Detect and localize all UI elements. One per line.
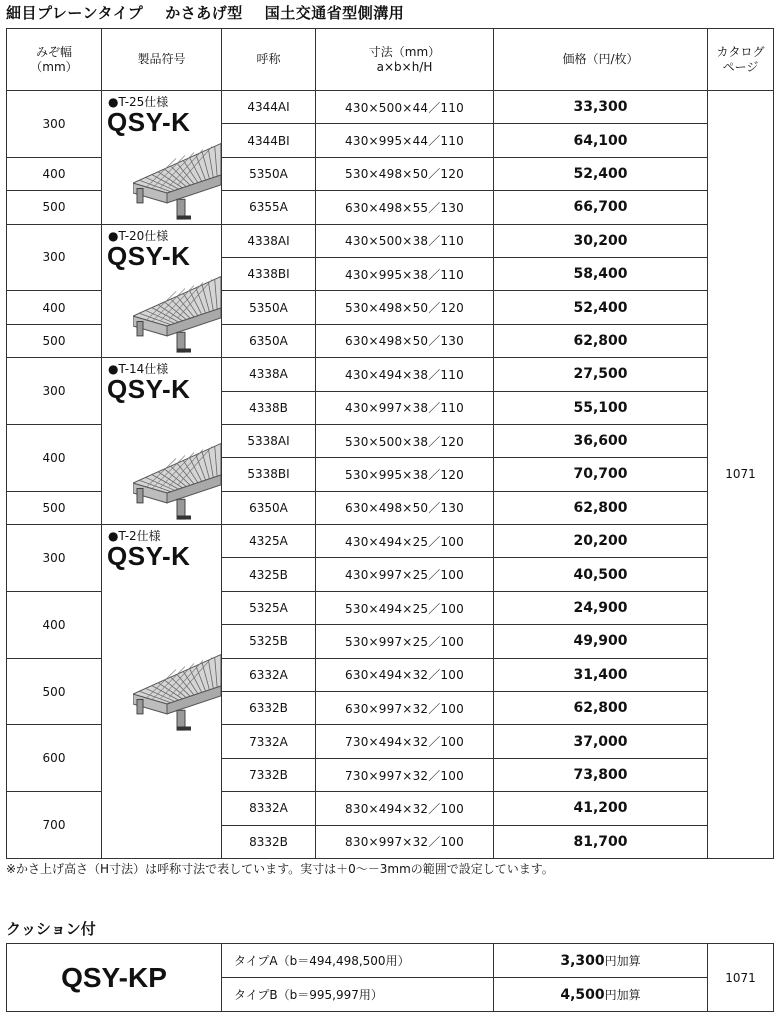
width-cell: 400 [7,291,102,324]
dims-cell: 730×997×32／100 [316,758,494,791]
cushion-catalog-page: 1071 [708,944,774,1012]
product-cell [102,224,222,358]
dims-cell: 430×997×25／100 [316,558,494,591]
dims-cell: 830×997×32／100 [316,825,494,858]
load-spec: ●T-2仕様 [108,529,161,544]
dims-cell: 530×494×25／100 [316,591,494,624]
name-cell: 4344AI [222,91,316,124]
name-cell: 6355A [222,191,316,224]
header-width: みぞ幅 （mm） [7,29,102,91]
header-name: 呼称 [222,29,316,91]
cushion-amount-a-value: 3,300 [560,953,605,969]
table-row [7,358,774,391]
width-cell: 300 [7,91,102,158]
catalog-page-cell: 1071 [708,91,774,859]
price-cell: 58,400 [494,257,708,290]
load-spec: ●T-20仕様 [108,228,169,243]
price-cell: 30,200 [494,224,708,257]
dims-cell: 830×494×32／100 [316,792,494,825]
cushion-amount-b [494,978,708,1012]
header-product: 製品符号 [102,29,222,91]
width-cell: 500 [7,658,102,725]
grating-image [133,130,221,220]
price-cell: 27,500 [494,358,708,391]
price-cell: 52,400 [494,291,708,324]
product-cell [102,358,222,525]
product-code: QSY-K [107,541,191,572]
price-cell: 73,800 [494,758,708,791]
load-spec: ●T-25仕様 [108,95,169,109]
name-cell: 4338A [222,358,316,391]
name-cell: 5338BI [222,458,316,491]
dims-cell: 430×494×38／110 [316,358,494,391]
width-cell: 500 [7,324,102,357]
cushion-table [6,943,774,1012]
product-code: QSY-K [107,374,191,405]
name-cell: 4325B [222,558,316,591]
table-row [7,525,774,558]
name-cell: 4338AI [222,224,316,257]
width-cell: 500 [7,491,102,524]
dims-cell: 530×498×50／120 [316,157,494,190]
dims-cell: 430×995×38／110 [316,257,494,290]
price-cell: 52,400 [494,157,708,190]
dims-cell: 430×997×38／110 [316,391,494,424]
width-cell: 300 [7,224,102,291]
name-cell: 4338BI [222,257,316,290]
product-code: QSY-K [107,107,191,137]
width-cell: 300 [7,358,102,425]
grating-image [133,641,221,731]
name-cell: 6332A [222,658,316,691]
header-dims: 寸法（mm） a×b×h/H [316,29,494,91]
price-table [6,28,774,859]
name-cell: 8332A [222,792,316,825]
cushion-amount-b-suffix: 円加算 [604,988,641,1002]
price-cell: 62,800 [494,692,708,725]
price-cell: 70,700 [494,458,708,491]
price-cell: 55,100 [494,391,708,424]
title-part-2: かさあげ型 [165,4,243,22]
width-cell: 400 [7,157,102,190]
cushion-type-b: タイプB（b＝995,997用） [222,978,494,1012]
footnote: ※かさ上げ高さ（H寸法）は呼称寸法で表しています。実寸は＋0〜－3mmの範囲で設定しています。 [6,862,554,876]
price-cell: 62,800 [494,491,708,524]
price-cell: 66,700 [494,191,708,224]
name-cell: 4325A [222,525,316,558]
product-cell [102,525,222,859]
product-cell [102,91,222,225]
dims-cell: 630×997×32／100 [316,692,494,725]
price-cell: 64,100 [494,124,708,157]
price-cell: 33,300 [494,91,708,124]
header-price: 価格（円/枚） [494,29,708,91]
name-cell: 5350A [222,157,316,190]
title-part-3: 国土交通省型側溝用 [264,4,405,22]
dims-cell: 630×498×55／130 [316,191,494,224]
width-cell: 700 [7,792,102,859]
dims-cell: 630×494×32／100 [316,658,494,691]
width-cell: 600 [7,725,102,792]
width-cell: 400 [7,591,102,658]
table-row [7,224,774,257]
grating-image [133,263,221,353]
name-cell: 4338B [222,391,316,424]
dims-cell: 630×498×50／130 [316,491,494,524]
price-cell: 40,500 [494,558,708,591]
dims-cell: 730×494×32／100 [316,725,494,758]
product-code: QSY-K [107,240,191,271]
price-cell: 24,900 [494,591,708,624]
dims-cell: 430×500×38／110 [316,224,494,257]
price-cell: 37,000 [494,725,708,758]
name-cell: 5325B [222,625,316,658]
price-cell: 36,600 [494,424,708,457]
grating-image [133,430,221,520]
name-cell: 5350A [222,291,316,324]
name-cell: 7332A [222,725,316,758]
width-cell: 500 [7,191,102,224]
price-cell: 62,800 [494,324,708,357]
load-spec: ●T-14仕様 [108,362,169,377]
dims-cell: 530×997×25／100 [316,625,494,658]
price-cell: 20,200 [494,525,708,558]
dims-cell: 430×995×44／110 [316,124,494,157]
price-cell: 81,700 [494,825,708,858]
cushion-title: クッション付 [6,920,96,938]
price-cell: 31,400 [494,658,708,691]
cushion-code: QSY-KP [7,944,222,1012]
page-title [6,2,404,23]
name-cell: 4344BI [222,124,316,157]
dims-cell: 530×498×50／120 [316,291,494,324]
name-cell: 5325A [222,591,316,624]
width-cell: 400 [7,424,102,491]
name-cell: 5338AI [222,424,316,457]
name-cell: 6350A [222,491,316,524]
cushion-amount-a [494,944,708,978]
dims-cell: 530×500×38／120 [316,424,494,457]
price-cell: 49,900 [494,625,708,658]
header-catalog: カタログ ページ [708,29,774,91]
title-part-1: 細目プレーンタイプ [6,4,144,22]
cushion-amount-b-value: 4,500 [560,987,605,1003]
name-cell: 6350A [222,324,316,357]
dims-cell: 430×494×25／100 [316,525,494,558]
width-cell: 300 [7,525,102,592]
cushion-amount-a-suffix: 円加算 [604,954,641,968]
name-cell: 7332B [222,758,316,791]
cushion-type-a: タイプA（b＝494,498,500用） [222,944,494,978]
name-cell: 8332B [222,825,316,858]
dims-cell: 630×498×50／130 [316,324,494,357]
price-cell: 41,200 [494,792,708,825]
dims-cell: 430×500×44／110 [316,91,494,124]
name-cell: 6332B [222,692,316,725]
table-row [7,91,774,124]
dims-cell: 530×995×38／120 [316,458,494,491]
